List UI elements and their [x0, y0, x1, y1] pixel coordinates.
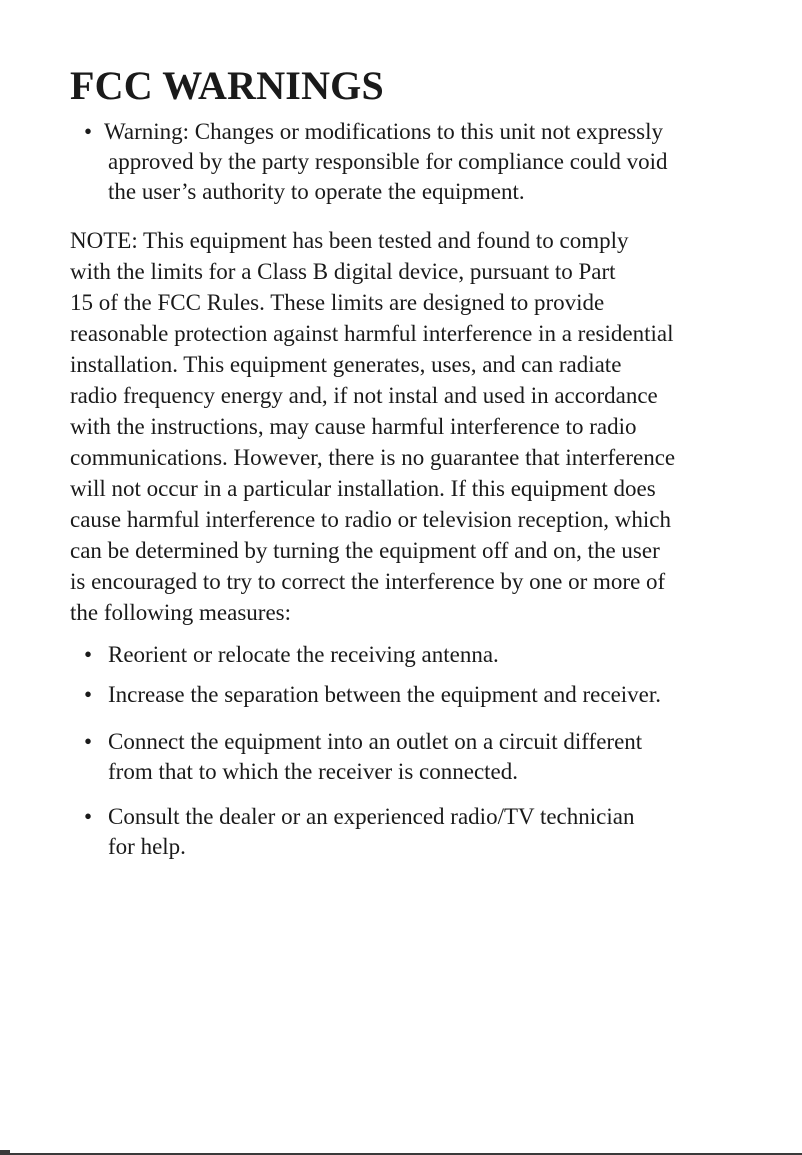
measure-text: Consult the dealer or an experienced radio/TV technician for help. [108, 804, 635, 859]
bullet-glyph: • [84, 804, 93, 829]
bullet-glyph: • [84, 729, 93, 754]
measure-item [84, 802, 724, 862]
measure-item [84, 680, 724, 710]
measure-item [84, 640, 724, 670]
warning-bullet [84, 117, 724, 207]
measure-item [84, 727, 724, 787]
bullet-glyph: • [84, 682, 93, 707]
bullet-glyph: • [84, 119, 93, 144]
measure-text: Increase the separation between the equipment and receiver. [108, 682, 662, 707]
note-paragraph: NOTE: This equipment has been tested and found to comply with the limits for a Class B digital device, pursuant to Part 15 of the FCC Rules. These limits are designed to provide reasonable protection against harmful interference in a residential installation. This equipment generates, uses, and can radiate radio frequency energy and, if not instal and used in accordance with the instructions, may cause harmful interference to radio communications. However, there is no guarantee that interference will not occur in a particular installation. If this equipment does cause harmful interference to radio or television reception, which can be determined by turning the equipment off and on, the user is encouraged to try to correct the interference by one or more of the following measures: [70, 228, 676, 625]
measure-text: Connect the equipment into an outlet on a circuit different from that to which the receiver is connected. [108, 729, 643, 784]
warning-text: Warning: Changes or modifications to this unit not expressly approved by the party responsible for compliance could void the user’s authority to operate the equipment. [104, 119, 668, 204]
bullet-glyph: • [84, 642, 93, 667]
measure-text: Reorient or relocate the receiving antenna. [108, 642, 499, 667]
page-title: FCC WARNINGS [70, 63, 384, 108]
